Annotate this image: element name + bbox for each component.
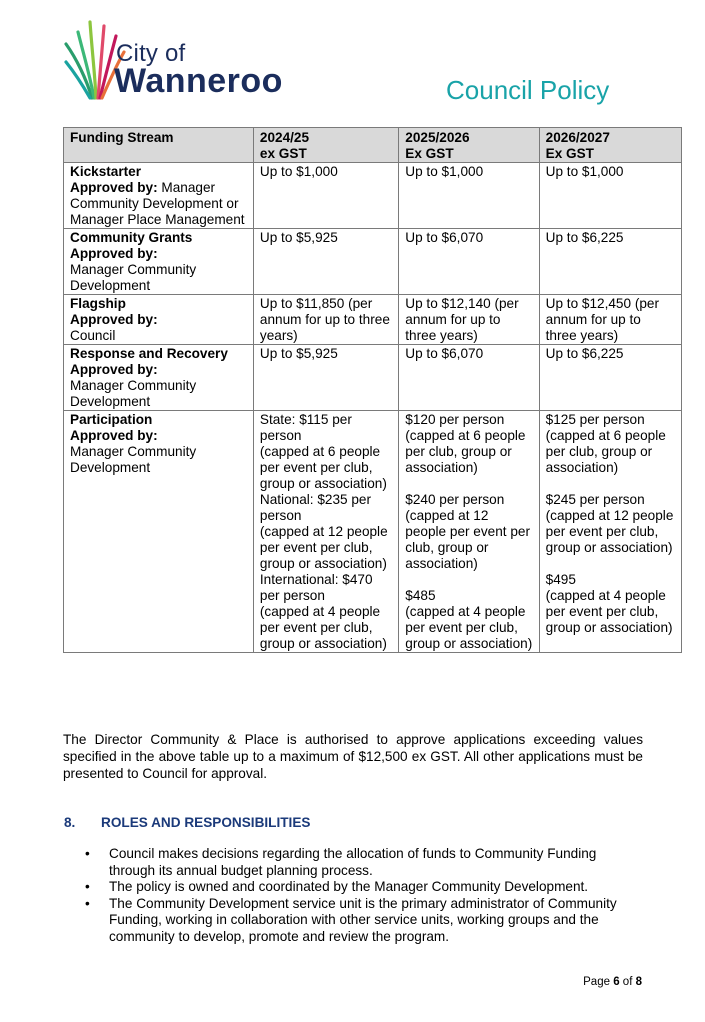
table-header-row (64, 128, 682, 163)
value-cell: Up to $12,450 (per annum for up to three years) (539, 295, 681, 345)
table-row-participation (64, 411, 682, 653)
stream-name: Kickstarter (70, 164, 142, 179)
header-2026-2027: 2026/2027 Ex GST (539, 128, 681, 163)
state-rate: $125 per person (545, 412, 645, 427)
national-cap: (capped at 12 people per event per club, group or association) (259, 524, 388, 571)
international-cap: (capped at 4 people per event per club, group or association) (405, 604, 533, 651)
value-cell: Up to $5,925 (253, 229, 398, 295)
spacer (546, 556, 675, 572)
funding-table (63, 127, 682, 653)
table-row (64, 229, 682, 295)
value-cell (399, 411, 539, 653)
roles-list (85, 846, 645, 946)
section-number: 8. (64, 815, 76, 830)
table-row (64, 163, 682, 229)
stream-name: Flagship (70, 296, 126, 311)
spacer (546, 476, 675, 492)
logo-city-text: City of (116, 40, 186, 67)
stream-name: Community Grants (70, 230, 193, 245)
stream-cell (64, 163, 254, 229)
approver: Manager Community Development (70, 444, 197, 475)
state-rate: $120 per person (405, 412, 505, 427)
bullet-icon: • (85, 895, 90, 911)
table-row (64, 345, 682, 411)
list-item: • Council makes decisions regarding the allocation of funds to Community Funding through its annual budget planning process. (85, 846, 597, 878)
state-rate: State: $115 per person (259, 412, 352, 443)
logo-name-text: Wanneroo (114, 62, 283, 100)
approval-note: The Director Community & Place is authorised to approve applications exceeding values specified in the above table up to a maximum of $12,500 ex GST. All other applications must be presented to Council for approval. (63, 732, 643, 781)
header-funding-stream: Funding Stream (64, 128, 254, 163)
international-cap: (capped at 4 people per event per club, group or association) (259, 604, 387, 651)
stream-cell (64, 229, 254, 295)
value-cell: Up to $1,000 (539, 163, 681, 229)
national-rate: $240 per person (405, 492, 505, 507)
table-row (64, 295, 682, 345)
value-cell: Up to $6,225 (539, 229, 681, 295)
value-cell (253, 411, 398, 653)
approved-by-label: Approved by: (70, 180, 158, 195)
approved-by-label: Approved by: (70, 428, 158, 443)
national-cap: (capped at 12 people per event per club, group or association) (405, 508, 530, 571)
value-cell: Up to $12,140 (per annum for up to three years) (399, 295, 539, 345)
international-rate: $495 (545, 572, 576, 587)
city-of-wanneroo-logo (64, 18, 294, 102)
value-cell: Up to $6,070 (399, 229, 539, 295)
national-cap: (capped at 12 people per event per club, group or association) (545, 508, 674, 555)
national-rate: $245 per person (545, 492, 645, 507)
approved-by-label: Approved by: (70, 246, 158, 261)
value-cell: Up to $11,850 (per annum for up to three years) (253, 295, 398, 345)
page-number: Page 6 of 8 (583, 976, 642, 988)
state-cap: (capped at 6 people per club, group or association) (405, 428, 526, 475)
international-rate: $485 (405, 588, 436, 603)
state-cap: (capped at 6 people per event per club, group or association) (259, 444, 387, 491)
header-2024-25: 2024/25 ex GST (253, 128, 398, 163)
list-item: • The policy is owned and coordinated by the Manager Community Development. (85, 879, 589, 895)
bullet-icon: • (85, 846, 90, 861)
page-title: Council Policy (446, 75, 610, 105)
bullet-icon: • (85, 879, 90, 895)
value-cell: Up to $6,070 (399, 345, 539, 411)
value-cell: Up to $5,925 (253, 345, 398, 411)
header-2025-2026: 2025/2026 Ex GST (399, 128, 539, 163)
section-title: ROLES AND RESPONSIBILITIES (101, 815, 311, 830)
value-cell: Up to $6,225 (539, 345, 681, 411)
approver: Manager Community Development (70, 262, 197, 293)
section-heading (64, 815, 310, 830)
approved-by-label: Approved by: (70, 362, 158, 377)
approved-by-label: Approved by: (70, 312, 158, 327)
international-cap: (capped at 4 people per event per club, group or association) (545, 588, 673, 635)
approver: Manager Community Development or Manager Place Management (70, 180, 245, 227)
stream-cell (64, 411, 254, 653)
spacer (405, 476, 532, 492)
stream-name: Participation (70, 412, 153, 427)
approver: Council (70, 328, 116, 343)
stream-cell (64, 345, 254, 411)
value-cell (539, 411, 681, 653)
national-rate: National: $235 per person (259, 492, 371, 523)
spacer (405, 572, 532, 588)
state-cap: (capped at 6 people per club, group or association) (545, 428, 666, 475)
stream-cell (64, 295, 254, 345)
list-item: • The Community Development service unit is the primary administrator of Community Funding, working in collaboration with other service units, working groups and the community to develop, promote and review the program. (85, 895, 617, 944)
international-rate: International: $470 per person (259, 572, 373, 603)
approver: Manager Community Development (70, 378, 197, 409)
stream-name: Response and Recovery (70, 346, 228, 361)
value-cell: Up to $1,000 (253, 163, 398, 229)
value-cell: Up to $1,000 (399, 163, 539, 229)
